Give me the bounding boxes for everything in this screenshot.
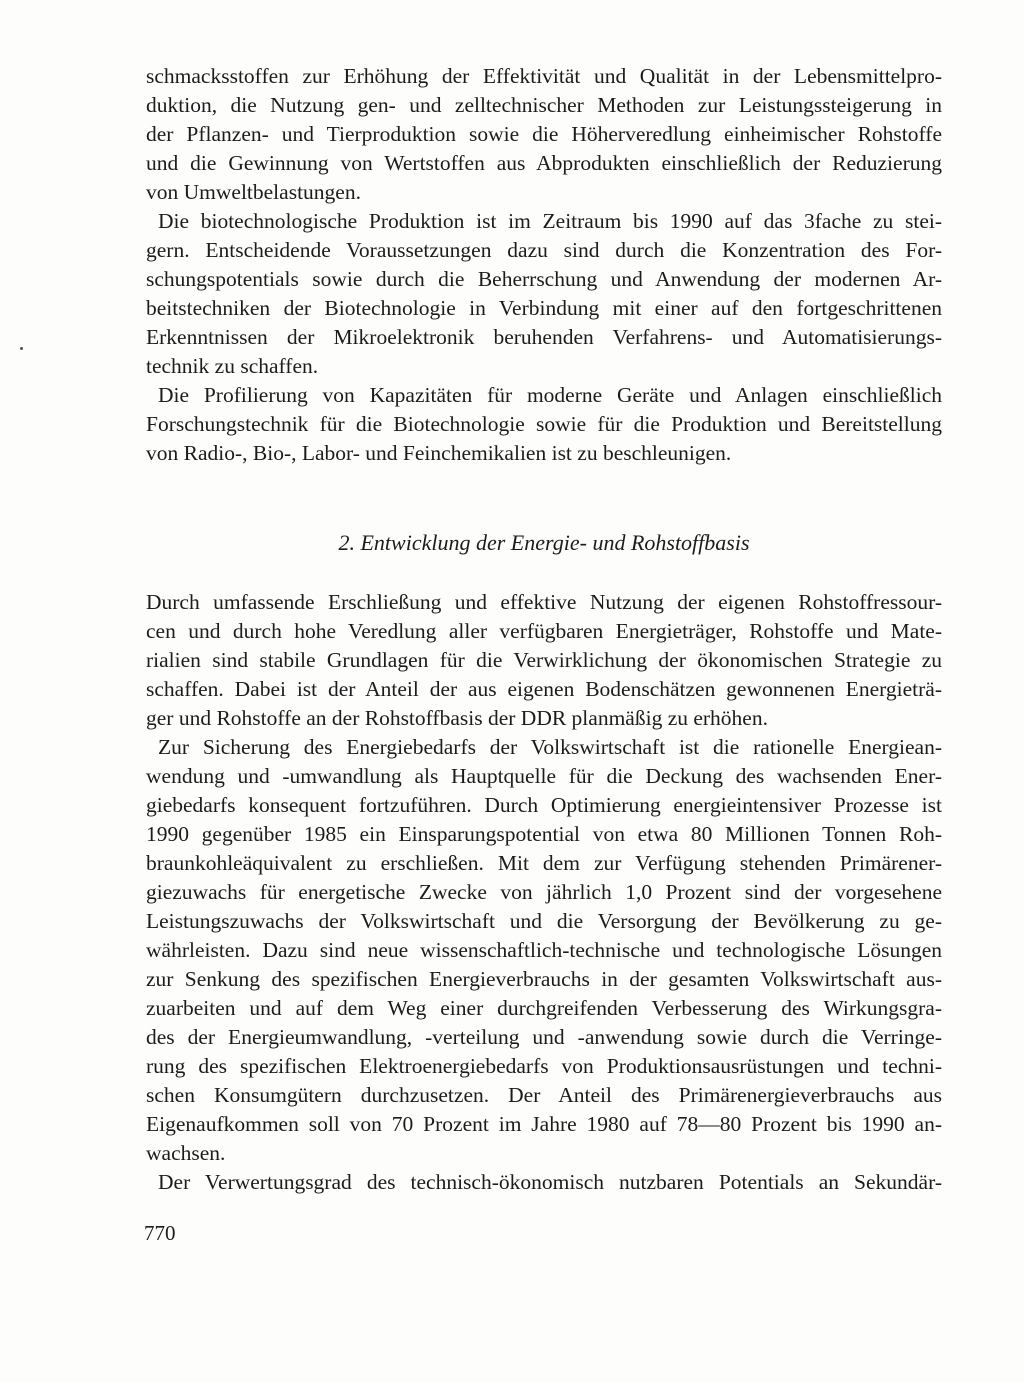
text-line: zuarbeiten und auf dem Weg einer durchgreifenden Verbesserung des Wirkungsgra-	[146, 996, 942, 1020]
text-line: gern. Entscheidende Voraussetzungen dazu sind durch die Konzentration des For-	[146, 238, 942, 262]
paragraph	[146, 207, 942, 381]
paragraph	[146, 588, 942, 733]
text-line: währleisten. Dazu sind neue wissenschaftlich-technische und technologische Lösungen	[146, 938, 942, 962]
text-line: beitstechniken der Biotechnologie in Verbindung mit einer auf den fortgeschrittenen	[146, 296, 942, 320]
text-line: rung des spezifischen Elektroenergiebedarfs von Produktionsausrüstungen und techni-	[146, 1054, 942, 1078]
text-line: der Pflanzen- und Tierproduktion sowie die Höherveredlung einheimischer Rohstoffe	[146, 122, 942, 146]
text-line: und die Gewinnung von Wertstoffen aus Abprodukten einschließlich der Reduzierung	[146, 151, 942, 175]
text-line: technik zu schaffen.	[146, 354, 319, 378]
text-line: Die biotechnologische Produktion ist im Zeitraum bis 1990 auf das 3fache zu stei-	[158, 209, 942, 233]
text-line: Durch umfassende Erschließung und effektive Nutzung der eigenen Rohstoffressour-	[146, 590, 942, 614]
paragraph	[146, 62, 942, 207]
text-line: wachsen.	[146, 1141, 226, 1165]
top-text-block	[146, 62, 942, 468]
text-line: von Umweltbelastungen.	[146, 180, 361, 204]
paragraph	[146, 733, 942, 1168]
text-line: Forschungstechnik für die Biotechnologie sowie für die Produktion und Bereitstellung	[146, 412, 942, 436]
text-line: Der Verwertungsgrad des technisch-ökonomisch nutzbaren Potentials an Sekundär-	[158, 1170, 942, 1194]
text-line: schungspotentials sowie durch die Beherrschung und Anwendung der modernen Ar-	[146, 267, 942, 291]
text-line: wendung und -umwandlung als Hauptquelle für die Deckung des wachsenden Ener-	[146, 764, 942, 788]
page-number: 770	[144, 1221, 176, 1245]
text-line: duktion, die Nutzung gen- und zelltechnischer Methoden zur Leistungssteigerung in	[146, 93, 942, 117]
text-line: rialien sind stabile Grundlagen für die Verwirklichung der ökonomischen Strategie zu	[146, 648, 942, 672]
text-line: giebedarfs konsequent fortzuführen. Durch Optimierung energieintensiver Prozesse ist	[146, 793, 942, 817]
paragraph	[146, 1168, 942, 1197]
scan-speck	[20, 347, 23, 350]
section-heading: 2. Entwicklung der Energie- und Rohstoffbasis	[338, 530, 750, 555]
text-line: des der Energieumwandlung, -verteilung und -anwendung sowie durch die Verringe-	[146, 1025, 942, 1049]
text-line: ger und Rohstoffe an der Rohstoffbasis der DDR planmäßig zu erhöhen.	[146, 706, 768, 730]
text-line: Leistungszuwachs der Volkswirtschaft und die Versorgung der Bevölkerung zu ge-	[146, 909, 942, 933]
text-line: giezuwachs für energetische Zwecke von jährlich 1,0 Prozent sind der vorgesehene	[146, 880, 942, 904]
text-line: Die Profilierung von Kapazitäten für moderne Geräte und Anlagen einschließlich	[158, 383, 942, 407]
text-line: Eigenaufkommen soll von 70 Prozent im Jahre 1980 auf 78—80 Prozent bis 1990 an-	[146, 1112, 942, 1136]
text-line: von Radio-, Bio-, Labor- und Feinchemikalien ist zu beschleunigen.	[146, 441, 732, 465]
text-line: Erkenntnissen der Mikroelektronik beruhenden Verfahrens- und Automatisierungs-	[146, 325, 942, 349]
bottom-text-block	[146, 588, 942, 1197]
text-line: cen und durch hohe Veredlung aller verfügbaren Energieträger, Rohstoffe und Mate-	[146, 619, 942, 643]
text-line: schen Konsumgütern durchzusetzen. Der Anteil des Primärenergieverbrauchs aus	[146, 1083, 942, 1107]
paragraph	[146, 381, 942, 468]
text-line: 1990 gegenüber 1985 ein Einsparungspotential von etwa 80 Millionen Tonnen Roh-	[146, 822, 942, 846]
text-line: schaffen. Dabei ist der Anteil der aus eigenen Bodenschätzen gewonnenen Energieträ-	[146, 677, 942, 701]
text-line: braunkohleäquivalent zu erschließen. Mit dem zur Verfügung stehenden Primärener-	[146, 851, 942, 875]
text-line: zur Senkung des spezifischen Energieverbrauchs in der gesamten Volkswirtschaft aus-	[146, 967, 942, 991]
text-line: schmacksstoffen zur Erhöhung der Effektivität und Qualität in der Lebensmittelpro-	[146, 64, 942, 88]
text-line: Zur Sicherung des Energiebedarfs der Volkswirtschaft ist die rationelle Energiean-	[158, 735, 942, 759]
